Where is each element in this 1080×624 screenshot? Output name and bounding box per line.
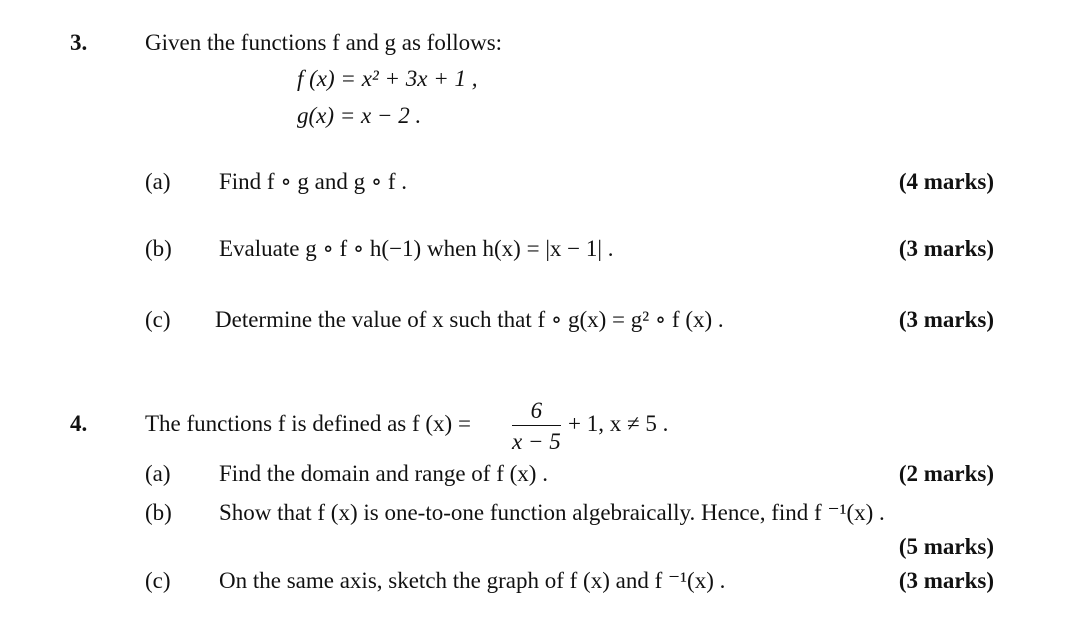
question-4-intro: The functions f is defined as f (x) = (145, 411, 471, 436)
question-3b-marks: (3 marks) (898, 236, 994, 261)
question-4b-marks: (5 marks) (898, 534, 994, 559)
question-4c-label: (c) (145, 568, 171, 593)
question-3-number: 3. (70, 30, 88, 55)
question-4c-text: On the same axis, sketch the graph of f (x) and f ⁻¹(x) . (219, 568, 726, 593)
fraction-denominator: x − 5 (512, 429, 561, 454)
question-4a-marks: (2 marks) (898, 461, 994, 486)
question-4-number: 4. (70, 411, 88, 436)
question-3a-marks: (4 marks) (898, 169, 994, 194)
question-3a-label: (a) (145, 169, 171, 194)
question-3c-marks: (3 marks) (898, 307, 994, 332)
question-4-fraction (512, 399, 561, 453)
question-3b-label: (b) (145, 236, 172, 261)
question-3b-text: Evaluate g ∘ f ∘ h(−1) when h(x) = |x − 1| . (219, 236, 614, 261)
question-4-intro-tail: + 1, x ≠ 5 . (568, 411, 669, 436)
question-4c-marks: (3 marks) (898, 568, 994, 593)
question-3-f-definition: f (x) = x² + 3x + 1 , (297, 66, 478, 91)
question-4b-label: (b) (145, 500, 172, 525)
question-3a-text: Find f ∘ g and g ∘ f . (219, 169, 408, 194)
question-4a-text: Find the domain and range of f (x) . (219, 461, 548, 486)
question-3c-label: (c) (145, 307, 171, 332)
question-4a-label: (a) (145, 461, 171, 486)
question-3c-text: Determine the value of x such that f ∘ g(x) = g² ∘ f (x) . (215, 307, 724, 332)
fraction-numerator: 6 (530, 398, 543, 423)
question-4b-text: Show that f (x) is one-to-one function algebraically. Hence, find f ⁻¹(x) . (219, 500, 885, 525)
question-3-intro: Given the functions f and g as follows: (145, 30, 503, 55)
question-3-g-definition: g(x) = x − 2 . (297, 103, 422, 128)
